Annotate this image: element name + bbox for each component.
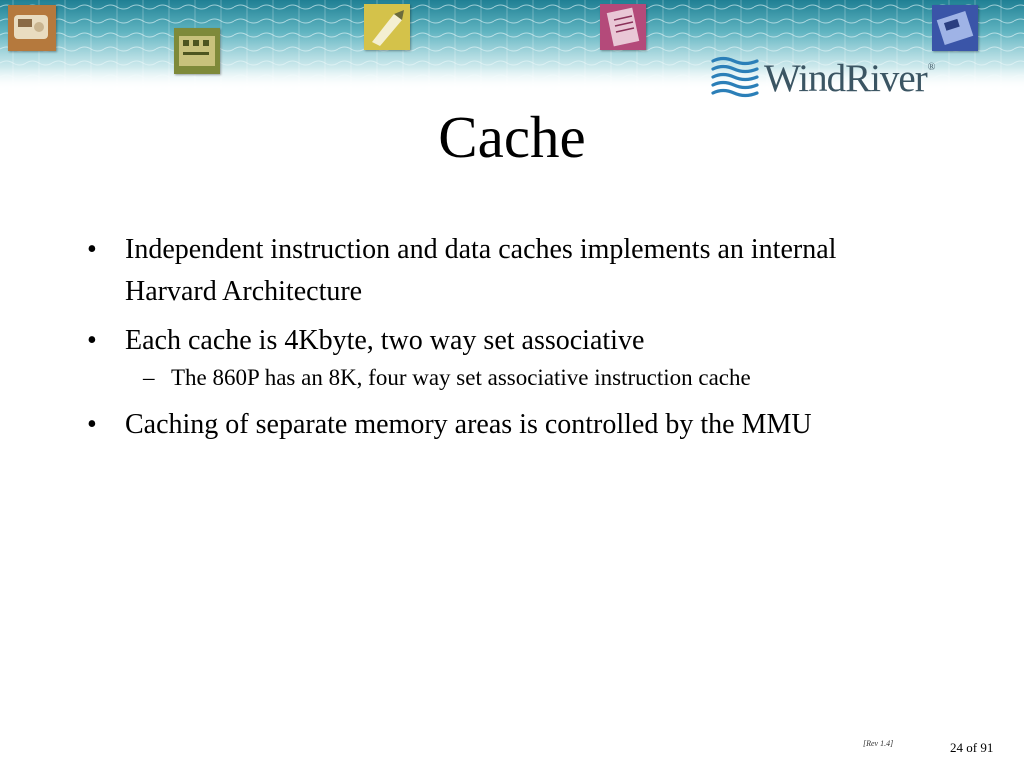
windriver-waves-icon <box>710 53 760 101</box>
sub-bullet-marker: – <box>143 365 155 390</box>
computer-disk-thumbnail-icon <box>932 5 978 51</box>
circuit-board-thumbnail-icon <box>174 28 220 74</box>
bullet-text: Independent instruction and data caches implements an internal Harvard Architecture <box>125 234 837 307</box>
revision-label: [Rev 1.4] <box>863 739 894 748</box>
windriver-logo <box>710 52 934 102</box>
bullet-item <box>84 320 914 362</box>
bullet-text: Each cache is 4Kbyte, two way set associative <box>125 325 645 356</box>
registered-mark: ® <box>927 61 935 73</box>
telephone-thumbnail-icon <box>8 5 56 51</box>
slide-bullets <box>84 229 914 453</box>
bullet-marker: • <box>87 234 97 265</box>
bullet-item <box>84 404 914 446</box>
bullet-marker: • <box>87 409 97 440</box>
bullet-text: Caching of separate memory areas is controlled by the MMU <box>125 409 812 440</box>
space-shuttle-thumbnail-icon <box>364 4 410 50</box>
bullet-marker: • <box>87 325 97 356</box>
slide-title: Cache <box>438 104 586 170</box>
sub-bullet-text: The 860P has an 8K, four way set associative instruction cache <box>171 365 751 390</box>
page-number: 24 of 91 <box>950 740 994 755</box>
windriver-logo-text: WindRiver® <box>764 56 935 100</box>
document-thumbnail-icon <box>600 4 646 50</box>
sub-bullet-item <box>84 362 914 394</box>
bullet-item <box>84 229 914 313</box>
